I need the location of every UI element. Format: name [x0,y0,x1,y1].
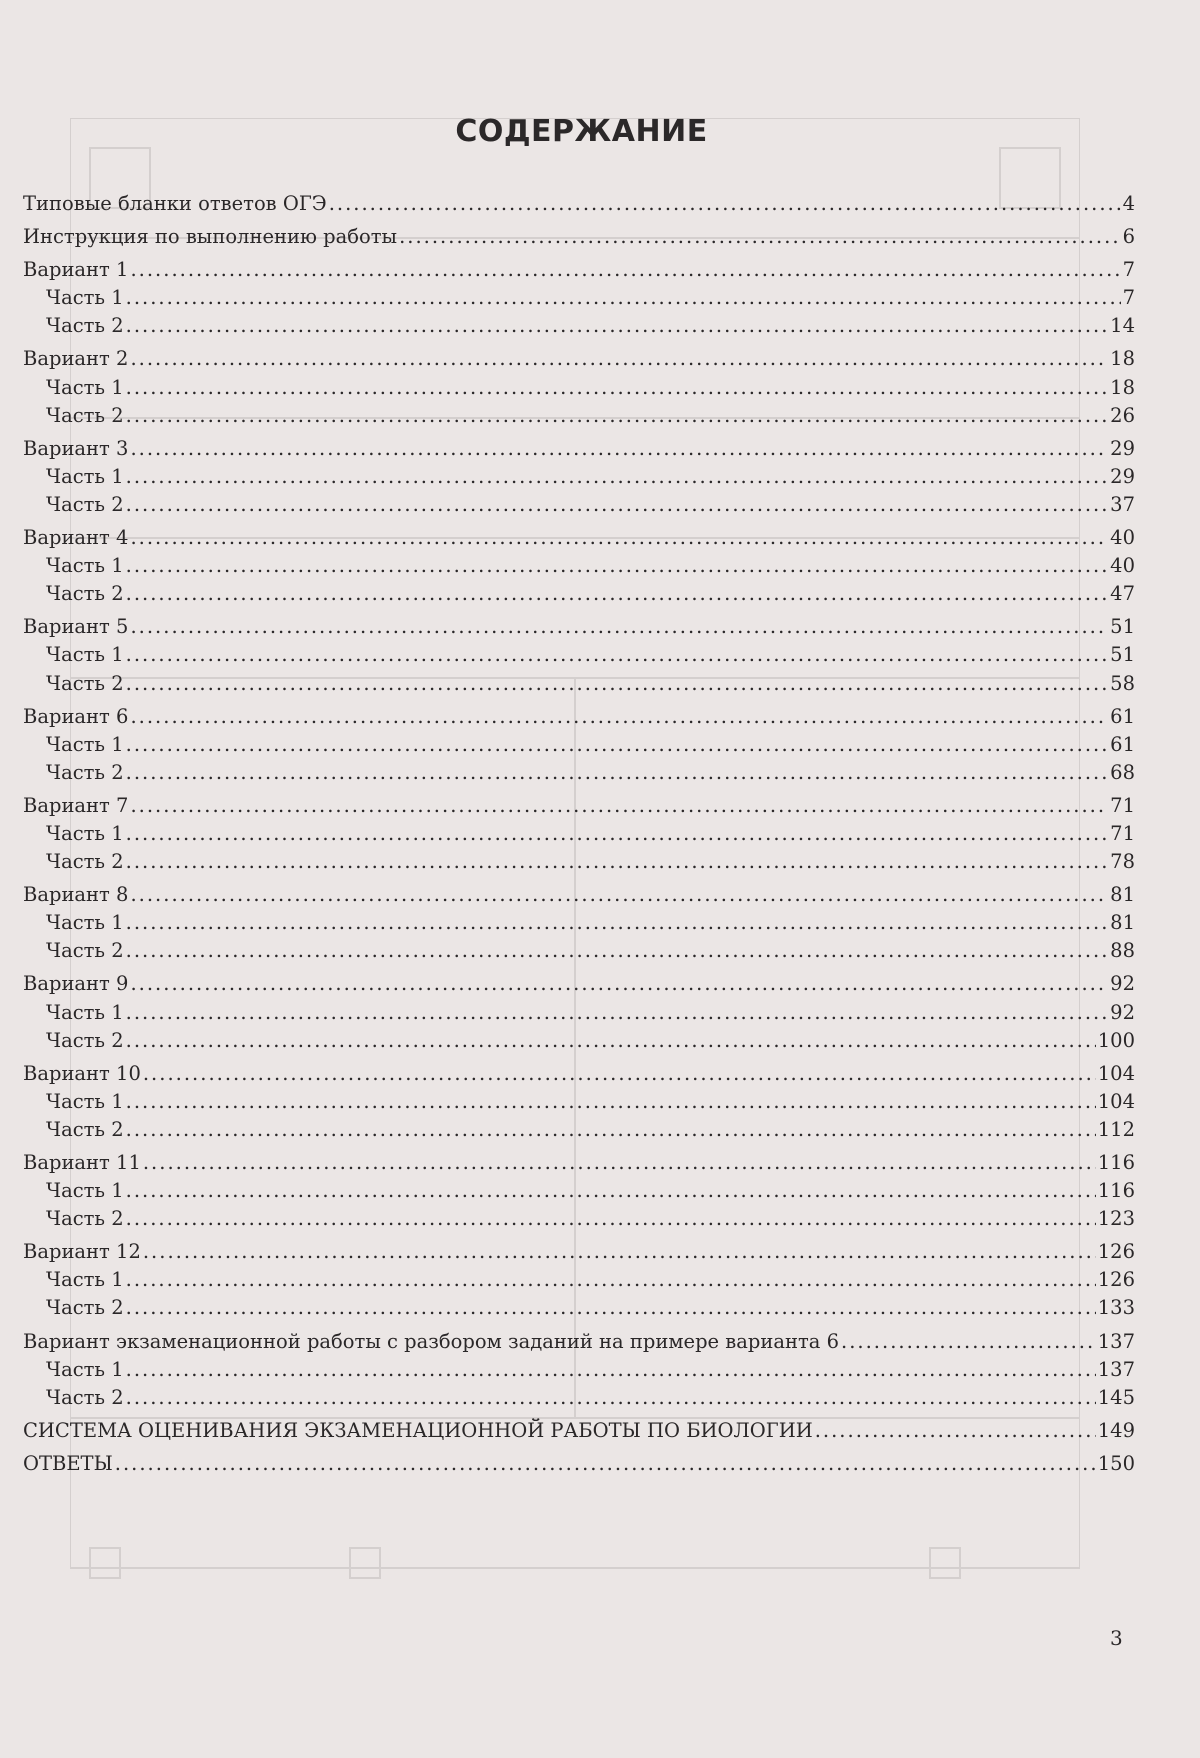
toc-dot-leader [126,284,1121,312]
toc-entry-page: 7 [1122,286,1135,310]
toc-subentry [23,1177,1135,1205]
toc-dot-leader [126,1116,1096,1144]
toc-subentry [23,552,1135,580]
toc-entry-label: Часть 1 [46,286,124,310]
toc-dot-leader [126,491,1109,519]
toc-subentry [23,937,1135,965]
toc-entry-page: 116 [1097,1179,1135,1203]
toc-entry-label: Часть 1 [46,1268,124,1292]
toc-entry-page: 7 [1122,258,1135,282]
toc-entry-page: 6 [1122,225,1135,249]
toc-entry-label: Вариант 3 [23,436,129,460]
toc-dot-leader [130,970,1108,998]
toc-entry-page: 126 [1097,1240,1135,1264]
toc-entry-label: Вариант 7 [23,793,129,817]
toc-dot-leader [126,670,1109,698]
toc-dot-leader [126,1088,1096,1116]
toc-dot-leader [329,190,1121,218]
toc-entry-page: 29 [1110,436,1135,460]
toc-entry-label: Часть 1 [46,554,124,578]
toc-entry [23,223,1135,251]
toc-entry-label: СИСТЕМА ОЦЕНИВАНИЯ ЭКЗАМЕНАЦИОННОЙ РАБОТЫ ПО БИОЛОГИИ [23,1418,813,1442]
toc-subentry [23,1356,1135,1384]
toc-subentry [23,848,1135,876]
toc-entry [23,881,1135,909]
toc-entry-label: Часть 1 [46,643,124,667]
toc-entry-page: 71 [1110,793,1135,817]
toc-dot-leader [126,312,1109,340]
toc-entry-label: Часть 1 [46,732,124,756]
toc-subentry [23,641,1135,669]
toc-entry-label: Часть 1 [46,911,124,935]
toc-dot-leader [126,848,1109,876]
toc-dot-leader [130,345,1108,373]
toc-entry-page: 100 [1097,1028,1135,1052]
toc-entry-label: Вариант 2 [23,347,129,371]
toc-entry-page: 51 [1110,643,1135,667]
toc-entry [23,1417,1135,1445]
toc-dot-leader [126,1205,1096,1233]
toc-dot-leader [126,1294,1096,1322]
toc-dot-leader [126,1384,1096,1412]
toc-entry-page: 37 [1110,492,1135,516]
toc-dot-leader [126,820,1109,848]
toc-subentry [23,1088,1135,1116]
toc-entry-label: Часть 1 [46,1000,124,1024]
toc-entry-page: 104 [1097,1061,1135,1085]
toc-entry-label: Часть 2 [46,671,124,695]
toc-subentry [23,1027,1135,1055]
toc-entry-page: 88 [1110,939,1135,963]
toc-dot-leader [126,580,1109,608]
toc-subentry [23,820,1135,848]
toc-dot-leader [126,1266,1096,1294]
toc-entry [23,792,1135,820]
toc-entry-page: 133 [1097,1296,1135,1320]
toc-dot-leader [815,1417,1096,1445]
toc-dot-leader [126,909,1109,937]
toc-entry-page: 137 [1097,1329,1135,1353]
toc-dot-leader [130,881,1108,909]
toc-entry-label: Инструкция по выполнению работы [23,225,398,249]
toc-entry [23,970,1135,998]
toc-entry-page: 71 [1110,821,1135,845]
toc-entry [23,435,1135,463]
toc-entry-page: 123 [1097,1207,1135,1231]
toc-subentry [23,374,1135,402]
toc-dot-leader [126,1356,1096,1384]
toc-entry [23,1238,1135,1266]
toc-dot-leader [143,1149,1096,1177]
table-of-contents [23,190,1135,1478]
toc-subentry [23,402,1135,430]
toc-entry-page: 92 [1110,972,1135,996]
toc-dot-leader [130,792,1108,820]
toc-dot-leader [130,256,1120,284]
toc-subentry [23,759,1135,787]
toc-entry-label: Вариант 6 [23,704,129,728]
toc-subentry [23,909,1135,937]
toc-dot-leader [126,759,1109,787]
toc-subentry [23,731,1135,759]
toc-subentry [23,491,1135,519]
toc-dot-leader [126,552,1109,580]
toc-entry-page: 40 [1110,554,1135,578]
toc-entry-page: 81 [1110,911,1135,935]
toc-entry-page: 61 [1110,704,1135,728]
toc-entry-page: 78 [1110,850,1135,874]
toc-subentry [23,284,1135,312]
toc-entry-page: 58 [1110,671,1135,695]
toc-subentry [23,1384,1135,1412]
toc-entry-label: Часть 1 [46,1089,124,1113]
toc-entry-label: Часть 2 [46,582,124,606]
toc-entry-page: 150 [1097,1451,1135,1475]
toc-entry-label: Часть 2 [46,1207,124,1231]
toc-entry-page: 26 [1110,403,1135,427]
toc-entry-label: Часть 2 [46,314,124,338]
toc-subentry [23,1116,1135,1144]
toc-entry-page: 61 [1110,732,1135,756]
toc-entry-label: Часть 1 [46,821,124,845]
toc-entry [23,703,1135,731]
toc-dot-leader [126,374,1109,402]
toc-entry-page: 4 [1122,192,1135,215]
toc-entry-label: Часть 2 [46,492,124,516]
toc-dot-leader [126,999,1109,1027]
toc-entry-page: 149 [1097,1418,1135,1442]
toc-entry-page: 51 [1110,615,1135,639]
toc-entry-label: Часть 2 [46,1028,124,1052]
toc-dot-leader [126,641,1109,669]
toc-entry [23,613,1135,641]
toc-dot-leader [115,1450,1096,1478]
toc-entry-label: Часть 2 [46,1296,124,1320]
toc-subentry [23,1205,1135,1233]
toc-entry-label: Часть 1 [46,464,124,488]
toc-dot-leader [143,1060,1096,1088]
toc-entry-label: Часть 2 [46,1385,124,1409]
toc-entry-page: 29 [1110,464,1135,488]
toc-entry-page: 104 [1097,1089,1135,1113]
toc-entry [23,345,1135,373]
page-number: 3 [1110,1626,1123,1650]
toc-dot-leader [130,524,1108,552]
toc-entry-label: Часть 1 [46,1179,124,1203]
page-title: СОДЕРЖАНИЕ [455,114,708,149]
toc-entry [23,524,1135,552]
toc-entry-label: Вариант 11 [23,1151,141,1174]
toc-entry-label: Вариант 9 [23,972,129,996]
toc-dot-leader [841,1328,1096,1356]
toc-entry-label: Часть 1 [46,375,124,399]
toc-entry-page: 116 [1097,1151,1135,1174]
toc-subentry [23,580,1135,608]
toc-entry-label: Часть 2 [46,939,124,963]
toc-entry-page: 126 [1097,1268,1135,1292]
toc-entry-page: 40 [1110,526,1135,550]
toc-entry-page: 14 [1110,314,1135,338]
toc-dot-leader [130,703,1108,731]
toc-entry-label: Часть 2 [46,760,124,784]
toc-subentry [23,999,1135,1027]
toc-dot-leader [126,937,1109,965]
toc-subentry [23,1294,1135,1322]
toc-entry-page: 92 [1110,1000,1135,1024]
toc-entry-page: 112 [1097,1117,1135,1141]
toc-entry-page: 137 [1097,1357,1135,1381]
toc-entry-label: ОТВЕТЫ [23,1451,113,1475]
toc-dot-leader [126,463,1109,491]
toc-dot-leader [126,402,1109,430]
toc-entry [23,256,1135,284]
toc-entry [23,1149,1135,1177]
toc-entry [23,190,1135,218]
toc-entry-label: Вариант 10 [23,1061,141,1085]
toc-entry-page: 68 [1110,760,1135,784]
toc-entry-label: Вариант 5 [23,615,129,639]
toc-entry-label: Вариант 12 [23,1240,141,1264]
toc-subentry [23,1266,1135,1294]
toc-dot-leader [143,1238,1096,1266]
toc-subentry [23,463,1135,491]
toc-entry-label: Вариант 1 [23,258,129,282]
toc-dot-leader [126,1027,1096,1055]
toc-subentry [23,670,1135,698]
toc-entry-label: Часть 1 [46,1357,124,1381]
toc-entry-label: Часть 2 [46,850,124,874]
toc-entry-label: Типовые бланки ответов ОГЭ [23,192,327,215]
toc-dot-leader [130,435,1108,463]
toc-subentry [23,312,1135,340]
toc-entry-label: Вариант 8 [23,883,129,907]
toc-entry [23,1060,1135,1088]
toc-dot-leader [126,1177,1096,1205]
toc-dot-leader [399,223,1121,251]
toc-entry-label: Вариант экзаменационной работы с разбором заданий на примере варианта 6 [23,1329,840,1353]
toc-entry-page: 18 [1110,347,1135,371]
toc-entry-page: 47 [1110,582,1135,606]
toc-dot-leader [130,613,1108,641]
toc-entry-label: Часть 2 [46,1117,124,1141]
toc-entry-page: 18 [1110,375,1135,399]
toc-entry [23,1450,1135,1478]
toc-entry-page: 81 [1110,883,1135,907]
toc-dot-leader [126,731,1109,759]
toc-entry [23,1328,1135,1356]
toc-entry-label: Вариант 4 [23,526,129,550]
toc-entry-label: Часть 2 [46,403,124,427]
toc-entry-page: 145 [1097,1385,1135,1409]
